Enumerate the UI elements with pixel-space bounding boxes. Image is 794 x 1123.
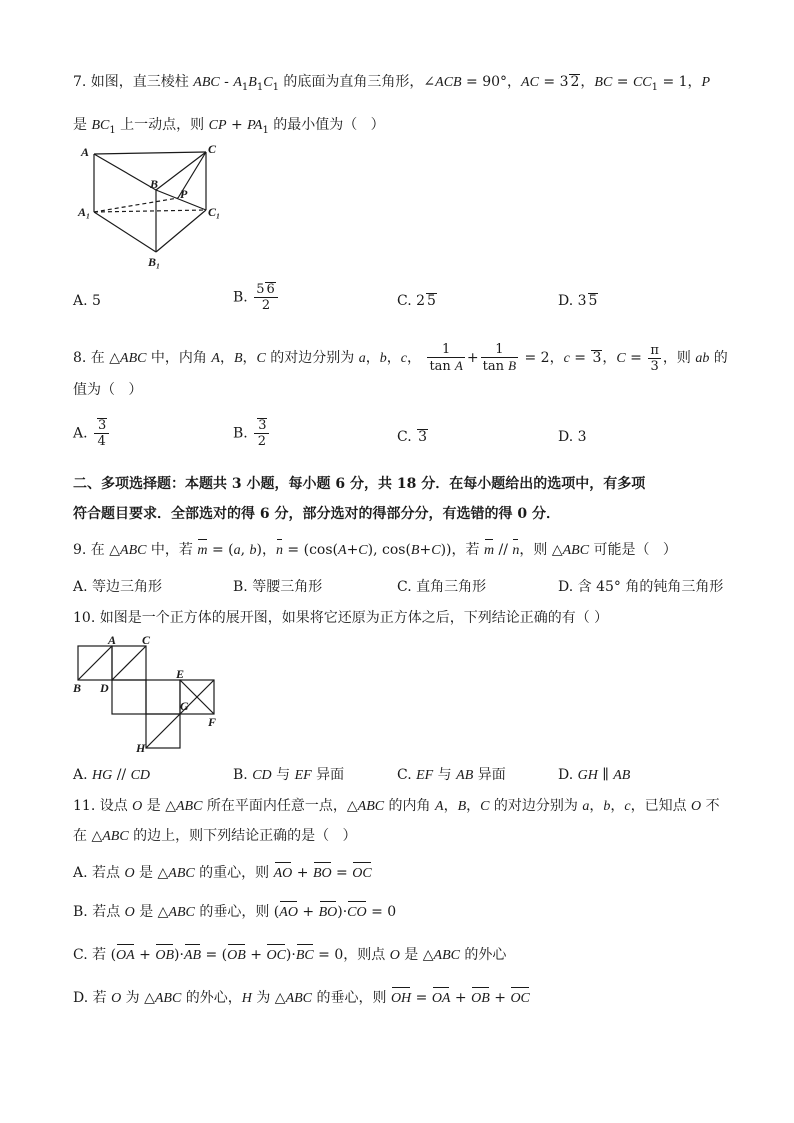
q10-line1: 10. 如图是一个正方体的展开图，如果将它还原为正方体之后，下列结论正确的有（ ） — [73, 610, 609, 626]
q10-label-G: G — [180, 699, 189, 713]
q8-line2: 值为（ ） — [73, 382, 143, 398]
q8-option-c: C. 3 — [397, 429, 428, 445]
q9-option-b: B. 等腰三角形 — [233, 579, 323, 595]
q7-option-d: D. 3 5 — [558, 293, 598, 309]
q7-prism-figure — [76, 140, 226, 270]
section2-heading-line2: 符合题目要求．全部选对的得 6 分，部分选对的得部分分，有选错的得 0 分． — [73, 506, 560, 522]
section2-heading-line1: 二、多项选择题：本题共 3 小题，每小题 6 分，共 18 分．在每小题给出的选项中，有多项 — [73, 476, 646, 492]
q7-option-c: C. 2 5 — [397, 293, 436, 309]
q10-label-B: B — [73, 681, 82, 695]
q7-label-C1: C₁ — [208, 205, 221, 219]
q7-label-A1: A₁ — [78, 205, 91, 219]
q7-line1: 7. 如图，直三棱柱 ABC - $A_1B_1C_1$ 的底面为直角三角形，∠ACB = 90°，AC = 3 2，BC = $CC_1 = 1$，P — [73, 74, 711, 93]
q7-line2: 是 $BC_1$ 上一动点，则 CP + $PA_1$ 的最小值为（ ） — [73, 117, 385, 136]
q10-cube-net-figure — [70, 632, 230, 754]
q10-label-F: F — [208, 715, 217, 729]
q8-option-a: A. $\frac{3}{4}$ — [73, 418, 111, 449]
q7-label-A: A — [81, 145, 90, 159]
q10-option-b: B. CD 与 EF 异面 — [233, 767, 345, 783]
q8-option-d: D. 3 — [558, 429, 587, 445]
q7-label-B: B — [150, 177, 159, 191]
q11-option-b: B. 若点 O 是 △ABC 的垂心，则 (AO + BO)·CO = 0 — [73, 904, 397, 920]
q7-label-P: P — [180, 187, 188, 201]
q9-option-d: D. 含 45° 角的钝角三角形 — [558, 579, 724, 595]
q9-option-c: C. 直角三角形 — [397, 579, 487, 595]
q10-option-a: A. HG // CD — [73, 767, 151, 783]
q10-label-C: C — [142, 633, 151, 647]
q7-label-C: C — [208, 142, 217, 156]
q9-line1: 9. 在 △ABC 中，若 m = (a, b)，n = (cos(A+C), cos(B+C))，若 m // n，则 △ABC 可能是（ ） — [73, 542, 677, 558]
q10-option-c: C. EF 与 AB 异面 — [397, 767, 506, 783]
q8-line1: 8. 在 △ABC 中，内角 A，B，C 的对边分别为 a，b，c， $\frac{1}{\text{tan A}}$ + $\frac{1}{\text{tan B}}$ = 2，c = 3，C = $\frac{\pi}{3}$ ，则 ab 的 — [73, 342, 728, 374]
q7-label-B1: B₁ — [148, 255, 161, 269]
q11-option-a: A. 若点 O 是 △ABC 的重心，则 AO + BO = OC — [73, 865, 372, 881]
q11-line1: 11. 设点 O 是 △ABC 所在平面内任意一点，△ABC 的内角 A，B，C 的对边分别为 a，b，c，已知点 O 不 — [73, 798, 720, 814]
q7-option-a: A. 5 — [73, 293, 101, 309]
q10-label-E: E — [176, 667, 185, 681]
q10-option-d: D. GH ∥ AB — [558, 767, 631, 783]
q10-label-A: A — [108, 633, 117, 647]
q7-option-b: B. $\frac{5 6}{2}$ — [233, 282, 280, 313]
q8-option-b: B. $\frac{3}{2}$ — [233, 418, 271, 449]
q10-label-D: D — [100, 681, 109, 695]
q10-label-H: H — [136, 741, 146, 754]
q11-line2: 在 △ABC 的边上，则下列结论正确的是（ ） — [73, 828, 357, 844]
q9-option-a: A. 等边三角形 — [73, 579, 163, 595]
q11-option-d: D. 若 O 为 △ABC 的外心，H 为 △ABC 的垂心，则 OH = OA + OB + OC — [73, 990, 530, 1006]
q11-option-c: C. 若 (OA + OB)·AB = (OB + OC)·BC = 0，则点 O 是 △ABC 的外心 — [73, 947, 507, 963]
